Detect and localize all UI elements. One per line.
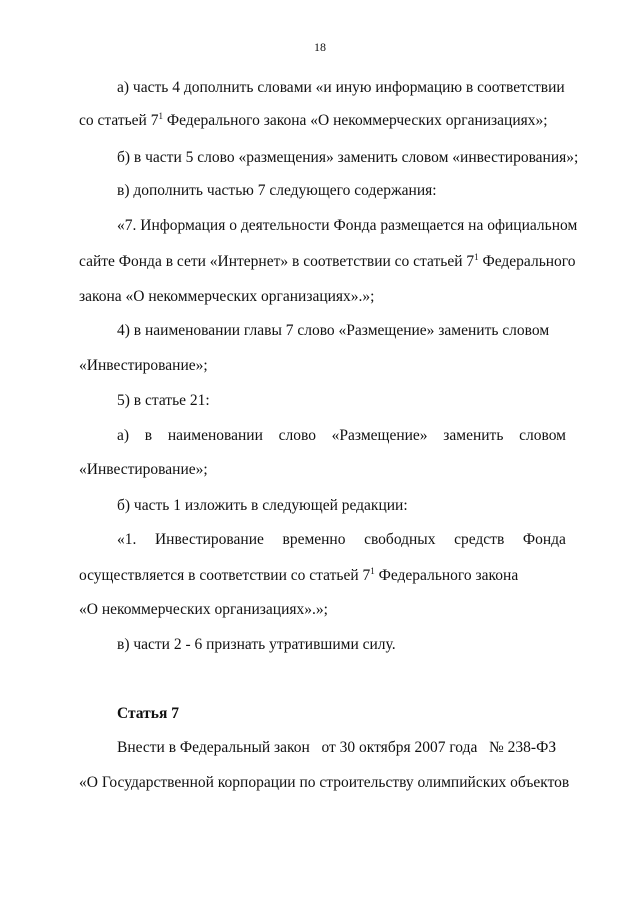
superscript: 1 — [370, 566, 375, 576]
word: наименовании — [167, 427, 263, 444]
text-span: Федерального закона — [374, 567, 519, 584]
page-number: 18 — [314, 40, 326, 54]
paragraph-line: «О Государственной корпорации по строительству олимпийских объектов — [79, 774, 570, 791]
superscript: 1 — [474, 252, 479, 262]
word: слово — [278, 427, 316, 444]
paragraph-line: в) дополнить частью 7 следующего содержания: — [117, 182, 437, 199]
text-span: от 30 октября 2007 года — [321, 739, 478, 756]
text-span: Федерального закона «О некоммерческих организациях»; — [162, 112, 548, 129]
paragraph-line — [79, 252, 576, 272]
word: «Размещение» — [331, 427, 428, 444]
word: заменить — [443, 427, 504, 444]
word: свободных — [364, 531, 436, 548]
word: словом — [519, 427, 566, 444]
paragraph-line: в) части 2 - 6 признать утратившими силу. — [117, 636, 396, 653]
paragraph-line: закона «О некоммерческих организациях».»; — [79, 288, 375, 305]
paragraph-line: 4) в наименовании главы 7 слово «Размещение» заменить словом — [117, 322, 550, 339]
paragraph-line — [79, 566, 566, 586]
word: «1. — [117, 531, 137, 548]
paragraph-line — [117, 738, 566, 758]
paragraph-line: «О некоммерческих организациях».»; — [79, 601, 328, 618]
paragraph-line: а) часть 4 дополнить словами «и иную информацию в соответствии — [117, 79, 565, 96]
paragraph-line: б) в части 5 слово «размещения» заменить словом «инвестирования»; — [117, 149, 579, 166]
word: Фонда — [522, 531, 566, 548]
paragraph-line: «Инвестирование»; — [79, 461, 208, 478]
text-span: Внести в Федеральный закон — [117, 739, 310, 756]
word: Инвестирование — [154, 531, 264, 548]
paragraph-line — [117, 426, 566, 446]
text-span: со статьей 7 — [79, 112, 159, 129]
article-heading: Статья 7 — [117, 705, 179, 722]
text-span: Федерального — [478, 253, 576, 270]
paragraph-line — [117, 530, 566, 550]
text-span: сайте Фонда в сети «Интернет» в соответствии со статьей 7 — [79, 253, 475, 270]
word: временно — [282, 531, 346, 548]
paragraph-line: б) часть 1 изложить в следующей редакции: — [117, 497, 408, 514]
text-span: осуществляется в соответствии со статьей 7 — [79, 567, 371, 584]
paragraph-line: «7. Информация о деятельности Фонда размещается на официальном — [117, 217, 578, 234]
word: а) — [117, 427, 130, 444]
word: в — [144, 427, 153, 444]
text-span: № 238-ФЗ — [489, 739, 557, 756]
paragraph-line — [79, 111, 566, 131]
paragraph-line: «Инвестирование»; — [79, 357, 208, 374]
paragraph-line: 5) в статье 21: — [117, 392, 210, 409]
superscript: 1 — [158, 111, 163, 121]
word: средств — [454, 531, 505, 548]
